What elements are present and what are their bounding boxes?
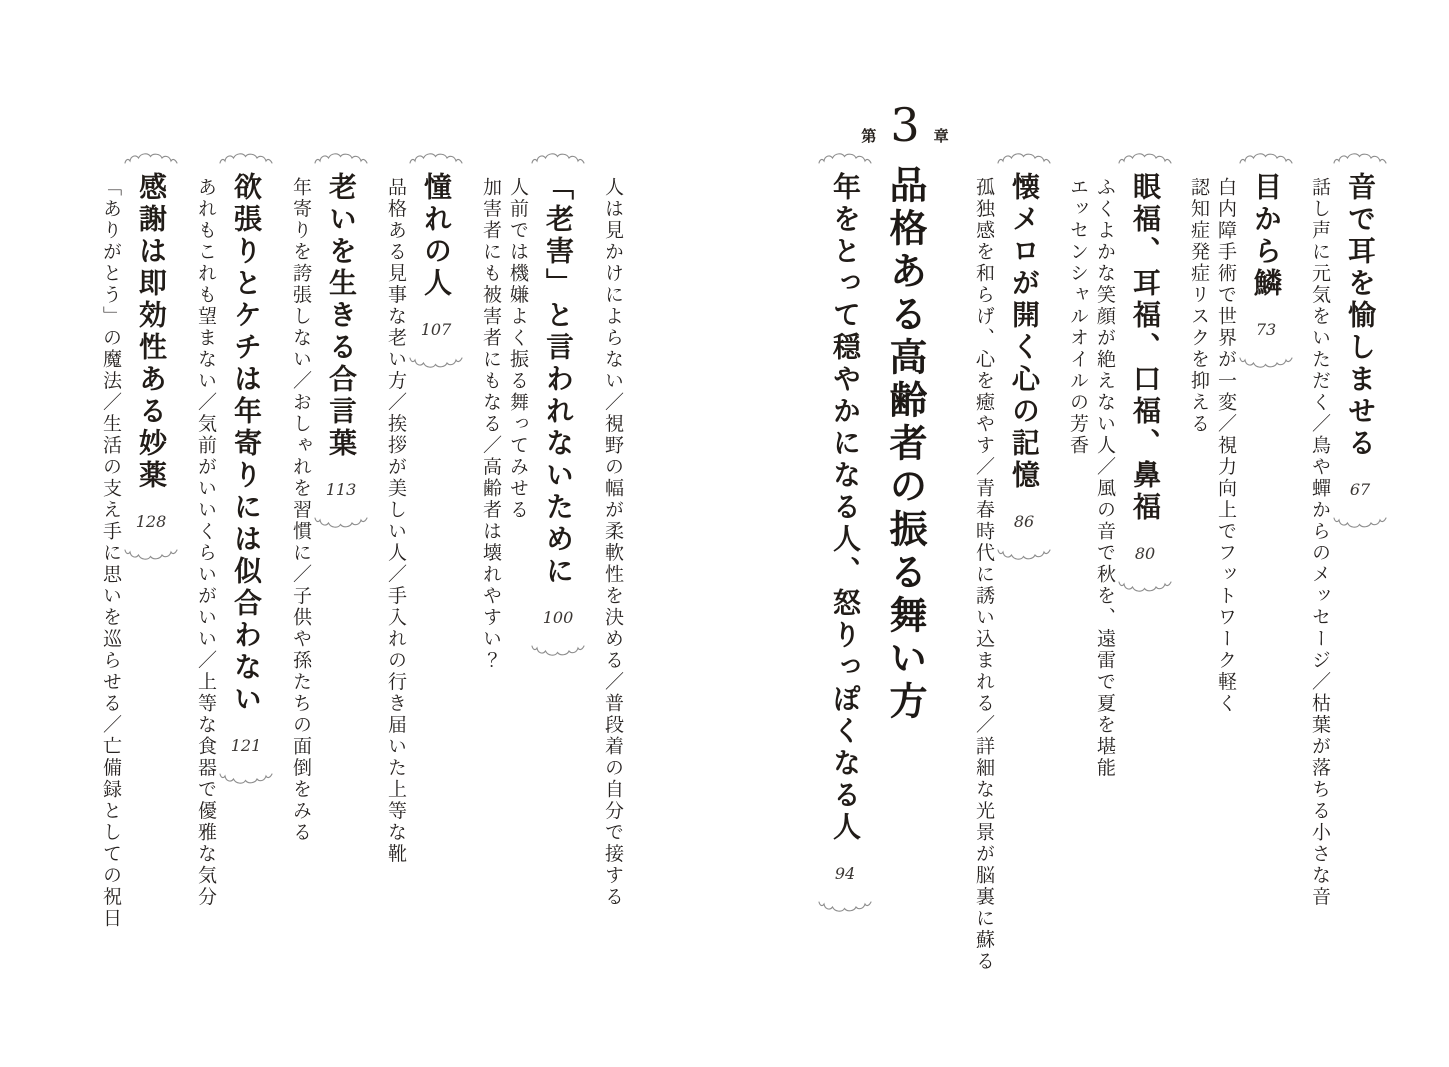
section-description-line: 認知症発症リスクを抑える: [1188, 177, 1210, 435]
section-page-number: 100: [542, 608, 574, 627]
toc-section: [101, 152, 168, 930]
scallop-ornament-bottom-icon: [530, 644, 586, 657]
chapter-number: 3: [890, 98, 920, 152]
scallop-ornament-bottom-icon: [123, 548, 179, 561]
section-description: [101, 152, 121, 930]
section-title: 年をとって穏やかになる人、怒りっぽくなる人: [829, 172, 862, 844]
section-description: [386, 152, 406, 865]
scallop-ornament-top-icon: [218, 152, 274, 165]
section-title-column: [1007, 152, 1041, 561]
toc-section: [481, 152, 575, 672]
section-title-column: [1343, 152, 1377, 529]
section-title: 目から鱗: [1250, 172, 1283, 300]
section-title: 眼福、耳福、口福、鼻福: [1129, 172, 1162, 524]
chapter-suffix: 章: [933, 127, 949, 145]
toc-section: [386, 152, 453, 865]
scallop-ornament-bottom-icon: [1332, 516, 1388, 529]
section-page-number: 128: [135, 512, 167, 531]
toc-section: [1068, 152, 1162, 779]
section-description-line: 白内障手術で世界が一変／視力向上でフットワーク軽く: [1215, 177, 1237, 715]
toc-section: [974, 152, 1041, 973]
section-title-column: [1128, 152, 1162, 593]
toc-section: [828, 152, 862, 913]
section-description-line: 加害者にも被害者にもなる／高齢者は壊れやすい？: [480, 177, 502, 672]
section-page-number: 113: [325, 480, 357, 499]
section-title: 「老害」と言われないために: [542, 172, 575, 588]
section-page-number: 107: [420, 320, 452, 339]
scallop-ornament-bottom-icon: [996, 548, 1052, 561]
section-title: 憧れの人: [420, 172, 453, 300]
section-description-line: ふくよかな笑顔が絶えない人／風の音で秋を、遠雷で夏を堪能: [1094, 177, 1116, 779]
left-page: [73, 152, 623, 1067]
section-title: 欲張りとケチは年寄りには似合わない: [230, 172, 263, 716]
scallop-ornament-top-icon: [1332, 152, 1388, 165]
chapter-label: [861, 98, 949, 152]
scallop-ornament-bottom-icon: [408, 356, 464, 369]
section-title-column: [134, 152, 168, 561]
chapter-heading: [861, 98, 949, 724]
toc-section-continued: [603, 152, 623, 908]
section-title-column: [828, 152, 862, 913]
section-page-number: 121: [230, 736, 262, 755]
section-description-line: 孤独感を和らげ、心を癒やす／青春時代に誘い込まれる／詳細な光景が脳裏に蘇る: [973, 177, 995, 973]
right-page: [801, 98, 1377, 1067]
section-title-column: [541, 152, 575, 657]
chapter-prefix: 第: [861, 127, 877, 145]
scallop-ornament-top-icon: [1238, 152, 1294, 165]
section-title: 老いを生きる合言葉: [325, 172, 358, 460]
scallop-ornament-top-icon: [408, 152, 464, 165]
section-description: [1310, 152, 1330, 908]
section-description-line: 年寄りを誇張しない／おしゃれを習慣に／子供や孫たちの面倒をみる: [290, 177, 312, 844]
toc-section: [1310, 152, 1377, 908]
toc-section: [196, 152, 263, 908]
section-description-line: あれもこれも望まない／気前がいいくらいがいい／上等な食器で優雅な気分: [195, 177, 217, 908]
scallop-ornament-bottom-icon: [817, 900, 873, 913]
section-title-column: [324, 152, 358, 529]
scallop-ornament-top-icon: [1117, 152, 1173, 165]
section-description-line: 品格ある見事な老い方／挨拶が美しい人／手入れの行き届いた上等な靴: [385, 177, 407, 865]
section-description-line: エッセンシャルオイルの芳香: [1067, 177, 1089, 457]
toc-section: [1189, 152, 1283, 715]
scallop-ornament-bottom-icon: [218, 772, 274, 785]
section-description-line: 話し声に元気をいただく／鳥や蟬からのメッセージ／枯葉が落ちる小さな音: [1309, 177, 1331, 908]
scallop-ornament-top-icon: [313, 152, 369, 165]
scallop-ornament-top-icon: [817, 152, 873, 165]
scallop-ornament-top-icon: [530, 152, 586, 165]
section-page-number: 94: [834, 864, 856, 883]
section-title-column: [419, 152, 453, 369]
section-description-line: 人前では機嫌よく振る舞ってみせる: [507, 177, 529, 521]
section-title: 懐メロが開く心の記憶: [1008, 172, 1041, 492]
section-title: 音で耳を愉しませる: [1344, 172, 1377, 460]
section-page-number: 86: [1013, 512, 1035, 531]
section-title-column: [229, 152, 263, 785]
chapter-title: 品格ある高齢者の振る舞い方: [883, 165, 928, 724]
scallop-ornament-top-icon: [123, 152, 179, 165]
section-description: [974, 152, 994, 973]
section-description: [196, 152, 216, 908]
section-page-number: 67: [1349, 480, 1371, 499]
section-page-number: 73: [1255, 320, 1277, 339]
section-description: [481, 152, 528, 672]
section-title-column: [1249, 152, 1283, 369]
scallop-ornament-bottom-icon: [313, 516, 369, 529]
section-description-continued: [603, 152, 623, 908]
section-description: [1189, 152, 1236, 715]
section-description: [291, 152, 311, 844]
scallop-ornament-bottom-icon: [1238, 356, 1294, 369]
section-description-line: 「ありがとう」の魔法／生活の支え手に思いを巡らせる／亡備録としての祝日: [100, 177, 122, 930]
section-page-number: 80: [1134, 544, 1156, 563]
section-description: [1068, 152, 1115, 779]
section-description-line: 人は見かけによらない／視野の幅が柔軟性を決める／普段着の自分で接する: [602, 177, 624, 908]
scallop-ornament-top-icon: [996, 152, 1052, 165]
toc-section: [291, 152, 358, 844]
scallop-ornament-bottom-icon: [1117, 580, 1173, 593]
section-title: 感謝は即効性ある妙薬: [135, 172, 168, 492]
